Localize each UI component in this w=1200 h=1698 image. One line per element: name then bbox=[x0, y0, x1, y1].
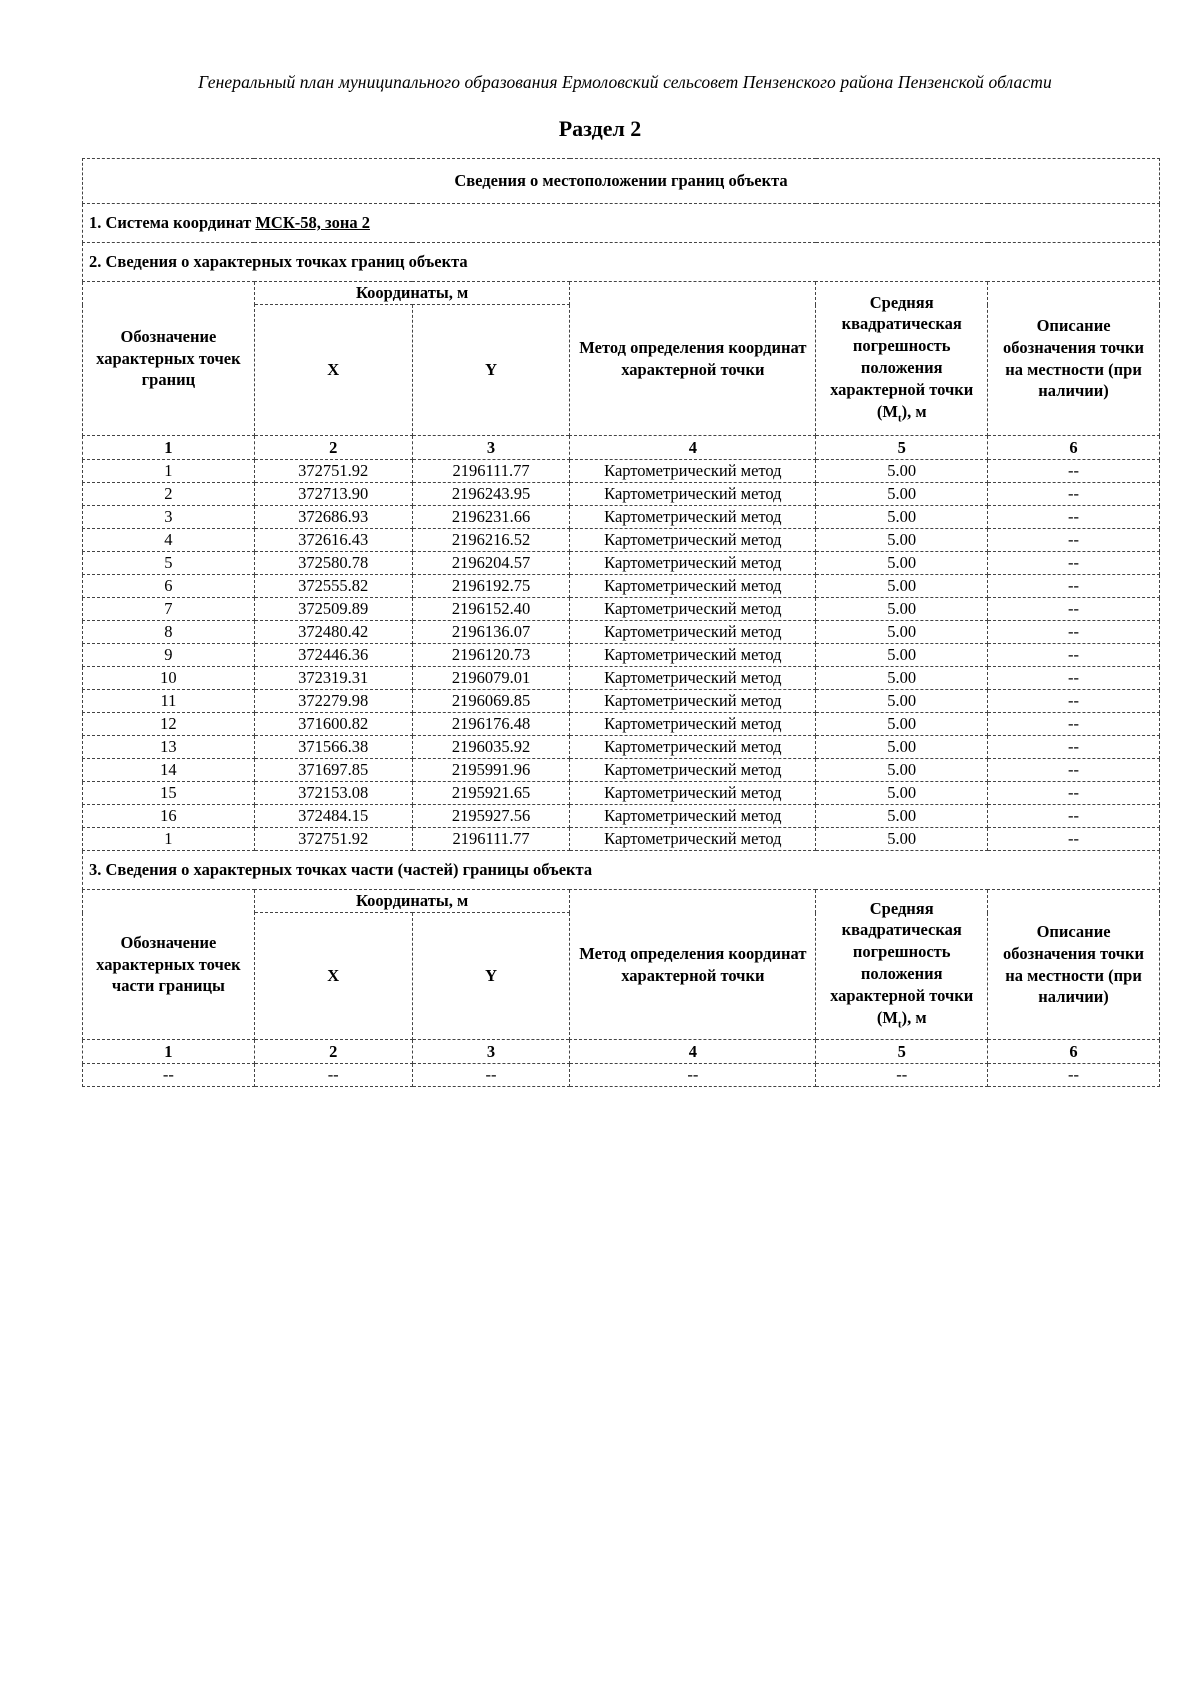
table-row bbox=[83, 644, 1160, 667]
table-cell: 2196111.77 bbox=[412, 460, 570, 483]
section2-error-sub: t bbox=[897, 411, 902, 424]
table-cell: 1 bbox=[83, 828, 255, 851]
table-row bbox=[83, 506, 1160, 529]
table-cell: Картометрический метод bbox=[570, 782, 816, 805]
table-cell: 5.00 bbox=[816, 782, 988, 805]
section3-error-suffix: ), м bbox=[901, 1007, 927, 1027]
table-cell: -- bbox=[988, 575, 1160, 598]
coord-system-label: 1. Система координат bbox=[89, 213, 252, 232]
section2-header-error bbox=[816, 282, 988, 436]
table-cell: Картометрический метод bbox=[570, 529, 816, 552]
coord-system bbox=[83, 204, 1160, 243]
table-cell: 372751.92 bbox=[254, 460, 412, 483]
table-cell: 2196231.66 bbox=[412, 506, 570, 529]
section3-body bbox=[83, 1064, 1160, 1087]
table-cell: 371600.82 bbox=[254, 713, 412, 736]
table-cell: 371697.85 bbox=[254, 759, 412, 782]
table-cell: 2196243.95 bbox=[412, 483, 570, 506]
section2-header-x: X bbox=[254, 305, 412, 436]
page-header: Генеральный план муниципального образования Ермоловский сельсовет Пензенского района Пензенской области bbox=[198, 72, 1052, 92]
table-row bbox=[83, 828, 1160, 851]
table-cell: -- bbox=[988, 506, 1160, 529]
table-cell: Картометрический метод bbox=[570, 460, 816, 483]
section3-error-sub: t bbox=[897, 1017, 902, 1030]
table-cell: 3 bbox=[83, 506, 255, 529]
table-cell: 2195927.56 bbox=[412, 805, 570, 828]
table-cell: 5.00 bbox=[816, 529, 988, 552]
table-cell: Картометрический метод bbox=[570, 759, 816, 782]
table-cell: 372686.93 bbox=[254, 506, 412, 529]
col-number: 3 bbox=[412, 1040, 570, 1064]
table-cell: 5.00 bbox=[816, 713, 988, 736]
table-row bbox=[83, 1064, 1160, 1087]
table-cell: 2196192.75 bbox=[412, 575, 570, 598]
table-cell: -- bbox=[988, 621, 1160, 644]
section2-error-text: Средняя квадратическая погрешность положения характерной точки (M bbox=[830, 292, 974, 421]
table-cell: 2196152.40 bbox=[412, 598, 570, 621]
table-cell: 5.00 bbox=[816, 460, 988, 483]
table-cell: 5.00 bbox=[816, 552, 988, 575]
table-cell: -- bbox=[988, 483, 1160, 506]
table-row bbox=[83, 460, 1160, 483]
table-row bbox=[83, 690, 1160, 713]
table-cell: -- bbox=[988, 644, 1160, 667]
table-title-row bbox=[83, 159, 1160, 204]
section3-title: 3. Сведения о характерных точках части (частей) границы объекта bbox=[83, 851, 1160, 890]
col-number: 6 bbox=[988, 436, 1160, 460]
section3-header-description: Описание обозначения точки на местности (при наличии) bbox=[988, 890, 1160, 1040]
table-cell: -- bbox=[988, 1064, 1160, 1087]
table-cell: 2196176.48 bbox=[412, 713, 570, 736]
table-cell: Картометрический метод bbox=[570, 621, 816, 644]
table-row bbox=[83, 805, 1160, 828]
table-cell: 10 bbox=[83, 667, 255, 690]
col-number: 2 bbox=[254, 1040, 412, 1064]
table-cell: 13 bbox=[83, 736, 255, 759]
table-row bbox=[83, 667, 1160, 690]
section2-header-row bbox=[83, 282, 1160, 305]
section3-header-method: Метод определения координат характерной точки bbox=[570, 890, 816, 1040]
table-cell: 372484.15 bbox=[254, 805, 412, 828]
table-cell: -- bbox=[988, 552, 1160, 575]
table-cell: 2 bbox=[83, 483, 255, 506]
table-cell: Картометрический метод bbox=[570, 552, 816, 575]
table-cell: 372751.92 bbox=[254, 828, 412, 851]
table-cell: 1 bbox=[83, 460, 255, 483]
table-cell: 372279.98 bbox=[254, 690, 412, 713]
table-cell: 2196216.52 bbox=[412, 529, 570, 552]
table-cell: Картометрический метод bbox=[570, 667, 816, 690]
section-title: Раздел 2 bbox=[558, 116, 642, 141]
table-cell: 372446.36 bbox=[254, 644, 412, 667]
table-row bbox=[83, 713, 1160, 736]
coord-system-row bbox=[83, 204, 1160, 243]
section2-col-numbers bbox=[83, 436, 1160, 460]
table-cell: 5.00 bbox=[816, 621, 988, 644]
col-number: 4 bbox=[570, 436, 816, 460]
section2-body bbox=[83, 460, 1160, 851]
table-cell: 14 bbox=[83, 759, 255, 782]
table-cell: -- bbox=[988, 598, 1160, 621]
table-cell: -- bbox=[988, 713, 1160, 736]
table-cell: 5.00 bbox=[816, 667, 988, 690]
table-cell: 2195991.96 bbox=[412, 759, 570, 782]
table-row bbox=[83, 736, 1160, 759]
table-cell: Картометрический метод bbox=[570, 506, 816, 529]
table-row bbox=[83, 575, 1160, 598]
section2-header-method: Метод определения координат характерной точки bbox=[570, 282, 816, 436]
table-cell: -- bbox=[412, 1064, 570, 1087]
table-cell: 8 bbox=[83, 621, 255, 644]
table-cell: 5.00 bbox=[816, 483, 988, 506]
table-cell: 2196204.57 bbox=[412, 552, 570, 575]
section2-error-suffix: ), м bbox=[901, 401, 927, 421]
table-cell: 2195921.65 bbox=[412, 782, 570, 805]
table-cell: Картометрический метод bbox=[570, 713, 816, 736]
table-cell: Картометрический метод bbox=[570, 736, 816, 759]
table-cell: -- bbox=[570, 1064, 816, 1087]
table-cell: -- bbox=[988, 690, 1160, 713]
table-cell: -- bbox=[988, 828, 1160, 851]
table-cell: 11 bbox=[83, 690, 255, 713]
table-cell: 371566.38 bbox=[254, 736, 412, 759]
table-cell: 372616.43 bbox=[254, 529, 412, 552]
table-cell: -- bbox=[254, 1064, 412, 1087]
table-cell: 372480.42 bbox=[254, 621, 412, 644]
table-cell: -- bbox=[988, 667, 1160, 690]
table-cell: 5.00 bbox=[816, 598, 988, 621]
table-cell: 2196120.73 bbox=[412, 644, 570, 667]
table-cell: Картометрический метод bbox=[570, 805, 816, 828]
col-number: 4 bbox=[570, 1040, 816, 1064]
table-cell: Картометрический метод bbox=[570, 598, 816, 621]
table-row bbox=[83, 598, 1160, 621]
table-cell: 5 bbox=[83, 552, 255, 575]
table-row bbox=[83, 621, 1160, 644]
section2-header-point: Обозначение характерных точек границ bbox=[83, 282, 255, 436]
table-cell: 2196111.77 bbox=[412, 828, 570, 851]
section2-title: 2. Сведения о характерных точках границ объекта bbox=[83, 243, 1160, 282]
section3-col-numbers bbox=[83, 1040, 1160, 1064]
col-number: 1 bbox=[83, 1040, 255, 1064]
table-title: Сведения о местоположении границ объекта bbox=[83, 159, 1160, 204]
boundary-table bbox=[82, 158, 1160, 1087]
col-number: 5 bbox=[816, 1040, 988, 1064]
section3-header-y: Y bbox=[412, 913, 570, 1040]
col-number: 3 bbox=[412, 436, 570, 460]
section2-header-y: Y bbox=[412, 305, 570, 436]
section2-header-coords: Координаты, м bbox=[254, 282, 570, 305]
table-cell: 12 bbox=[83, 713, 255, 736]
table-cell: 6 bbox=[83, 575, 255, 598]
table-cell: -- bbox=[816, 1064, 988, 1087]
coord-system-value: МСК-58, зона 2 bbox=[255, 213, 370, 232]
table-cell: Картометрический метод bbox=[570, 575, 816, 598]
table-cell: -- bbox=[83, 1064, 255, 1087]
table-cell: 9 bbox=[83, 644, 255, 667]
section3-header-x: X bbox=[254, 913, 412, 1040]
table-row bbox=[83, 483, 1160, 506]
section3-header-point: Обозначение характерных точек части границы bbox=[83, 890, 255, 1040]
table-cell: 372509.89 bbox=[254, 598, 412, 621]
table-cell: -- bbox=[988, 805, 1160, 828]
table-cell: 7 bbox=[83, 598, 255, 621]
table-row bbox=[83, 552, 1160, 575]
table-cell: 372713.90 bbox=[254, 483, 412, 506]
table-cell: 2196035.92 bbox=[412, 736, 570, 759]
table-cell: -- bbox=[988, 759, 1160, 782]
table-cell: 372555.82 bbox=[254, 575, 412, 598]
table-cell: -- bbox=[988, 460, 1160, 483]
table-cell: 5.00 bbox=[816, 759, 988, 782]
col-number: 1 bbox=[83, 436, 255, 460]
table-row bbox=[83, 782, 1160, 805]
table-cell: Картометрический метод bbox=[570, 644, 816, 667]
table-cell: 5.00 bbox=[816, 690, 988, 713]
col-number: 6 bbox=[988, 1040, 1160, 1064]
section3-error-text: Средняя квадратическая погрешность положения характерной точки (M bbox=[830, 898, 974, 1027]
table-cell: 5.00 bbox=[816, 575, 988, 598]
col-number: 5 bbox=[816, 436, 988, 460]
table-cell: -- bbox=[988, 736, 1160, 759]
table-cell: 2196079.01 bbox=[412, 667, 570, 690]
table-cell: 15 bbox=[83, 782, 255, 805]
table-cell: 372580.78 bbox=[254, 552, 412, 575]
table-cell: 5.00 bbox=[816, 805, 988, 828]
table-cell: 5.00 bbox=[816, 736, 988, 759]
table-cell: -- bbox=[988, 782, 1160, 805]
table-cell: 5.00 bbox=[816, 506, 988, 529]
table-cell: 5.00 bbox=[816, 644, 988, 667]
table-cell: -- bbox=[988, 529, 1160, 552]
table-cell: 16 bbox=[83, 805, 255, 828]
table-row bbox=[83, 759, 1160, 782]
table-cell: Картометрический метод bbox=[570, 483, 816, 506]
section3-title-row bbox=[83, 851, 1160, 890]
section3-header-row bbox=[83, 890, 1160, 913]
section3-header-error bbox=[816, 890, 988, 1040]
section2-header-description: Описание обозначения точки на местности (при наличии) bbox=[988, 282, 1160, 436]
table-cell: 372153.08 bbox=[254, 782, 412, 805]
section3-header-coords: Координаты, м bbox=[254, 890, 570, 913]
table-cell: 2196069.85 bbox=[412, 690, 570, 713]
table-row bbox=[83, 529, 1160, 552]
table-cell: Картометрический метод bbox=[570, 690, 816, 713]
col-number: 2 bbox=[254, 436, 412, 460]
table-cell: 372319.31 bbox=[254, 667, 412, 690]
table-cell: Картометрический метод bbox=[570, 828, 816, 851]
table-cell: 5.00 bbox=[816, 828, 988, 851]
table-cell: 4 bbox=[83, 529, 255, 552]
section2-title-row bbox=[83, 243, 1160, 282]
table-cell: 2196136.07 bbox=[412, 621, 570, 644]
